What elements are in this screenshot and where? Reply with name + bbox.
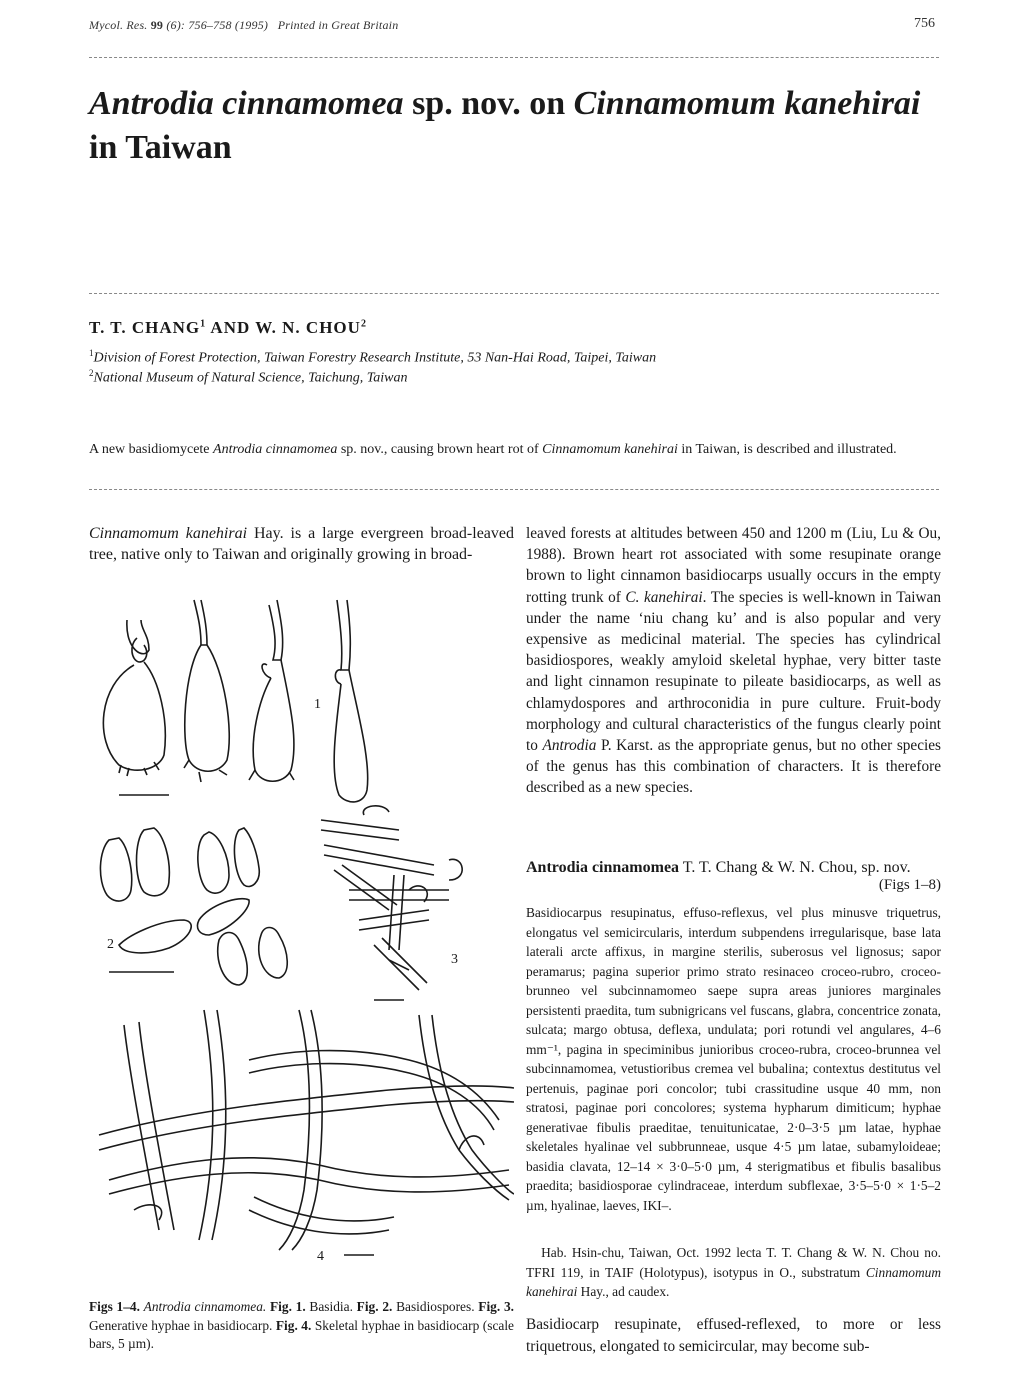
intro-left [89,523,514,565]
caption-fig1: Fig. 1. [266,1299,306,1314]
fig1-basidia-drawing [103,600,367,802]
fig2-label: 2 [107,937,114,952]
abstract-text-c: sp. nov., causing brown heart rot of [337,442,543,457]
fig4-hyphae-drawing [99,1010,514,1255]
issue-pages: (6): 756–758 (1995) [166,18,269,32]
fig1-label: 1 [314,697,321,712]
caption-fig3: Fig. 3. [478,1299,514,1314]
abstract-text-a: A new basidiomycete [89,442,214,457]
species-heading [526,857,941,878]
affiliation-1-sup: 1 [89,348,94,358]
caption-fig4-text: Skeletal hyphae in basidiocarp (scale bars, 5 µm). [89,1317,514,1351]
page-number: 756 [914,16,935,31]
author-1: T. T. CHANG [89,318,201,337]
intro-right-host: C. kanehirai [625,588,703,606]
species-heading-name: Antrodia cinnamomea [526,859,680,876]
authors-and: AND [206,318,256,337]
fig4-label: 4 [317,1249,324,1264]
species-heading-authority: T. T. Chang & W. N. Chou, sp. nov. [679,859,911,876]
caption-fig1-text: Basidia. [305,1299,357,1314]
printed-note: Printed in Great Britain [277,18,399,32]
caption-fig2: Fig. 2. [356,1299,393,1314]
abstract-rule [89,489,939,490]
intro-right-e: P. Karst. as the appropriate genus, but no other species of the genus has this combination of characters. It is therefore described as a new species. [526,737,942,797]
author-1-sup: 1 [200,318,207,330]
affiliation-1 [89,348,656,367]
intro-left-text: Hay. is a large evergreen broad-leaved tree, native only to Taiwan and originally growing in broad- [89,525,515,563]
affiliation-2-text: National Museum of Natural Science, Taichung, Taiwan [93,370,408,386]
title-rule [89,293,939,294]
affiliation-2-sup: 2 [89,368,94,378]
habitat-text-c: Hay., ad caudex. [577,1284,670,1299]
latin-description: Basidiocarpus resupinatus, effuso-reflexus, vel plus minusve triquetrus, elongatus vel semicircularis, interdum subpendens irregularisque, base lata laterali arcte affixus, in margine sterilis, suberosus vel lignosus; sapor peramarus; pagina superior primo strato resinaceo croceo-rubro, croceo-brunneo vel subcinnamomeo saepe supra areas juniores marginales persistenti praedita, tum subnigricans vel fuscans, glabra, concentrice zonata, sulcata; margo obtusa, deflexa, undulata; pori rotundi vel angulares, 4–6 mm⁻¹, pagina in speciminibus junioribus croceo-rubra, croceo-brunnea vel subcinnamomea, vetustioribus cremea vel bubalina; contextus destitutus vel pertenuis, paginae pori concolor; tubi crassitudine usque 40 mm, non stratosi, paginae pori concolores; systema hypharum dimiticum; hyphae generativae fibulis praeditae, tenuitunicatae, 2·0–3·5 µm latae, hyphae skeletales hyalinae vel subbrunneae, usque 4·5 µm latae, subamyloideae; basidia clavata, 12–14 × 3·0–5·0 µm, 4 sterigmatibus et fibulis basalibus praedita; basidiosporae cylindraceae, interdum subflexae, 3·5–5·0 × 1·5–2 µm, hyalinae, laeves, IKI–. [526,905,941,1213]
caption-fig4: Fig. 4. [275,1317,312,1333]
affiliation-1-text: Division of Forest Protection, Taiwan Forestry Research Institute, 53 Nan-Hai Road, Taipei, Taiwan [93,350,657,366]
abstract-host: Cinnamomum kanehirai [542,442,678,457]
fig3-hyphae-drawing [321,806,462,1000]
author-2-sup: 2 [360,318,367,330]
intro-right-c: . The species is well-known in Taiwan under the name ‘niu chang ku’ and is also popular and very expensive as medicinal material. The species has cylindrical basidiospores, weakly amyloid skeletal hyphae, very bitter taste and light cinnamon resupinate to pileate basidiocarps, as well as chlamydospores and arthroconidia in pure culture. Fruit-body morphology and cultural characteristics of the fungus clearly point to [526,588,941,755]
intro-right-a: leaved forests at altitudes between 450 and 1200 m (Liu, Lu & Ou, 1988). Brown heart rot associated with some resupinate orange brown to light cinnamon basidiocarps usually occurs in the empty rotting trunk of [526,525,941,606]
figure-1-4 [89,590,514,1280]
caption-fig2-text: Basidiospores. [392,1299,479,1314]
header-rule [89,57,939,58]
description-start: Basidiocarp resupinate, effused-reflexed, to more or less triquetrous, elongated to semicircular, may become sub- [526,1316,941,1355]
affiliation-2 [89,368,407,387]
holotype-habitat [526,1243,941,1302]
intro-right-genus: Antrodia [542,737,597,755]
article-title [89,82,929,170]
author-2: W. N. CHOU [255,318,361,337]
figure-caption [89,1298,514,1354]
caption-fig3-text: Generative hyphae in basidiocarp. [89,1317,276,1333]
habitat-text-a: Hab. Hsin-chu, Taiwan, Oct. 1992 lecta T. T. Chang & W. N. Chou no. TFRI 119, in TAIF (Holotypus), isotypus in O., substratum [526,1245,942,1280]
volume: 99 [150,18,164,32]
journal-name: Mycol. Res. [89,18,148,32]
title-sp-nov: sp. nov. on [403,85,574,122]
intro-right [526,523,941,799]
authors [89,318,367,338]
running-header [89,18,398,33]
title-genus-species: Antrodia cinnamomea [89,85,404,122]
habitat-host: Cinnamomum kanehirai [526,1264,941,1299]
fig2-spores-drawing [100,828,287,985]
abstract-text-e: in Taiwan, is described and illustrated. [677,442,897,457]
abstract-species: Antrodia cinnamomea [213,442,338,457]
title-host: Cinnamomum kanehirai [573,85,921,122]
abstract [89,440,919,459]
caption-figs: Figs 1–4. [89,1299,144,1314]
caption-species: Antrodia cinnamomea. [143,1299,267,1314]
intro-host-name: Cinnamomum kanehirai [89,525,248,542]
title-location: in Taiwan [89,129,232,166]
fig3-label: 3 [451,952,458,967]
species-figs-ref: (Figs 1–8) [878,877,941,893]
